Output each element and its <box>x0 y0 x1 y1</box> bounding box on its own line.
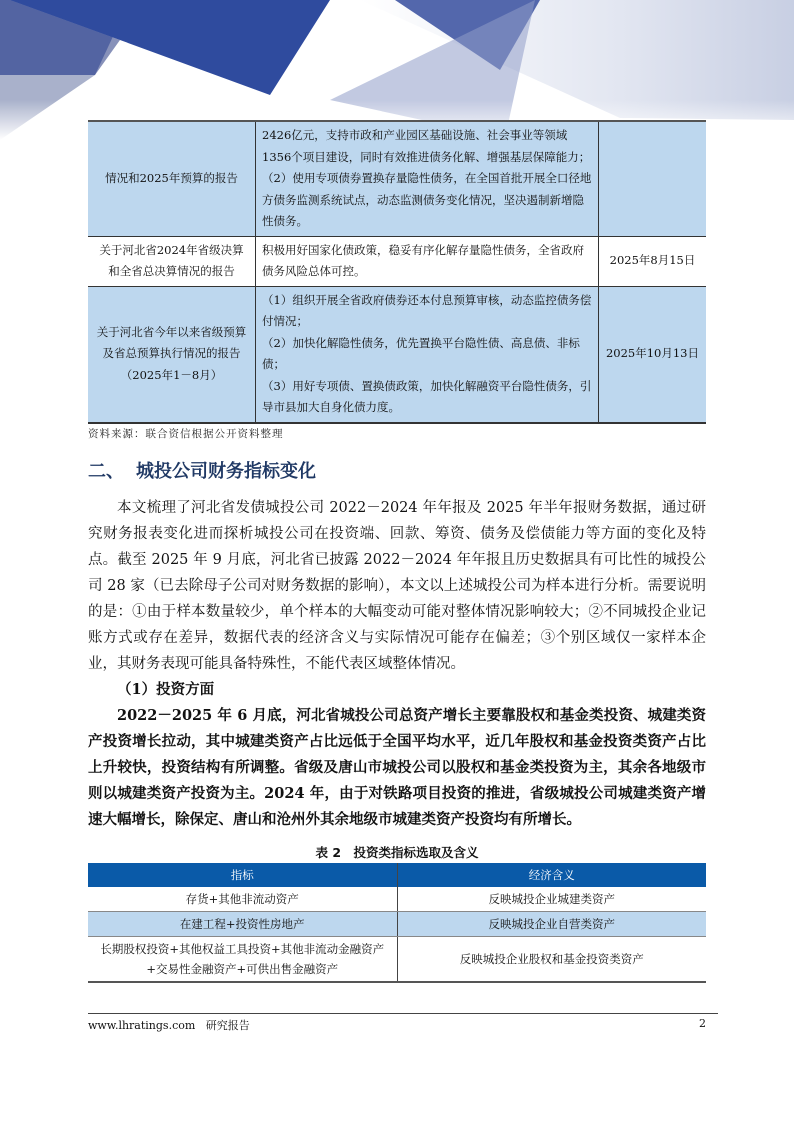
website-link[interactable]: www.lhratings.com <box>88 1019 196 1032</box>
content-line: （3）用好专项债、置换债政策，加快化解融资平台隐性债务，引导市县加大自身化债力度。 <box>262 378 592 414</box>
content-cell <box>256 236 599 286</box>
content-line: 2426亿元，支持市政和产业园区基础设施、社会事业等领域1356个项目建设，同时有效推进债务化解、增强基层保障能力； <box>262 128 591 164</box>
section-title: 城投公司财务指标变化 <box>136 460 316 482</box>
column-header-indicator: 指标 <box>88 863 397 887</box>
report-title-cell: 关于河北省2024年省级决算和全省总决算情况的报告 <box>88 236 256 286</box>
table-header-row <box>88 863 706 887</box>
content-line: 积极用好国家化债政策，稳妥有序化解存量隐性债务，全省政府债务风险总体可控。 <box>262 242 584 278</box>
debt-policy-table <box>88 120 706 424</box>
header-decoration <box>0 0 794 140</box>
table-row <box>88 911 706 936</box>
section-number: 二、 <box>88 460 124 482</box>
date-cell: 2025年10月13日 <box>599 286 707 423</box>
table-caption: 表 2 投资类指标选取及含义 <box>315 844 479 860</box>
section-heading <box>88 457 706 483</box>
footer-left <box>88 1017 250 1033</box>
column-header-meaning: 经济含义 <box>397 863 706 887</box>
subsection-heading: （1）投资方面 <box>117 680 215 698</box>
investment-indicator-table <box>88 863 706 983</box>
intro-paragraph: 本文梳理了河北省发债城投公司 2022－2024 年年报及 2025 年半年报财务数据，通过研究财务报表变化进而探析城投公司在投资端、回款、筹资、债务及偿债能力等方面的变化及特点。截至 2025 年 9 月底，河北省已披露 2022－2024 年年报且历史数据具有可比性的城投公司 28 家（已去除母子公司对财务数据的影响），本文以上述城投公司为样本进行分析。需要说明的是：①由于样本数量较少，单个样本的大幅变动可能对整体情况影响较大；②不同城投企业记账方式或存在差异，数据代表的经济含义与实际情况可能存在偏差；③个别区域仅一家样本企业，其财务表现可能具备特殊性，不能代表区域整体情况。 <box>88 499 706 672</box>
content-cell <box>256 121 599 236</box>
meaning-cell: 反映城投企业自营类资产 <box>397 911 706 936</box>
meaning-cell: 反映城投企业城建类资产 <box>397 887 706 912</box>
date-cell: 2025年8月15日 <box>599 236 707 286</box>
summary-paragraph: 2022－2025 年 6 月底，河北省城投公司总资产增长主要靠股权和基金类投资、城建类资产投资增长拉动，其中城建类资产占比远低于全国平均水平，近几年股权和基金投资类资产占比上升较快，投资结构有所调整。省级及唐山市城投公司以股权和基金类投资为主，其余各地级市则以城建类资产投资为主。2024 年，由于对铁路项目投资的推进，省级城投公司城建类资产增速大幅增长，除保定、唐山和沧州外其余地级市城建类资产投资均有所增长。 <box>88 706 706 828</box>
table-row <box>88 236 706 286</box>
page-footer <box>88 1013 718 1033</box>
report-title-cell: 情况和2025年预算的报告 <box>88 121 256 236</box>
indicator-cell: 存货+其他非流动资产 <box>88 887 397 912</box>
page-content <box>88 120 706 983</box>
table-row <box>88 936 706 982</box>
page-number: 2 <box>699 1017 706 1030</box>
table-source-note: 资料来源：联合资信根据公开资料整理 <box>88 427 284 440</box>
content-line: （1）组织开展全省政府债券还本付息预算审核，动态监控债务偿付情况； <box>262 292 592 328</box>
content-cell <box>256 286 599 423</box>
content-line: （2）使用专项债券置换存量隐性债务，在全国首批开展全口径地方债务监测系统试点，动态监测债务变化情况，坚决遏制新增隐性债务。 <box>262 171 592 228</box>
table-row <box>88 887 706 912</box>
report-title-cell: 关于河北省今年以来省级预算及省总预算执行情况的报告（2025年1－8月） <box>88 286 256 423</box>
table-row <box>88 286 706 423</box>
indicator-cell: 在建工程+投资性房地产 <box>88 911 397 936</box>
footer-label: 研究报告 <box>205 1019 250 1032</box>
table-row <box>88 121 706 236</box>
date-cell <box>599 121 707 236</box>
indicator-cell: 长期股权投资+其他权益工具投资+其他非流动金融资产+交易性金融资产+可供出售金融资产 <box>88 936 397 982</box>
content-line: （2）加快化解隐性债务，优先置换平台隐性债、高息债、非标债； <box>262 335 580 371</box>
meaning-cell: 反映城投企业股权和基金投资类资产 <box>397 936 706 982</box>
